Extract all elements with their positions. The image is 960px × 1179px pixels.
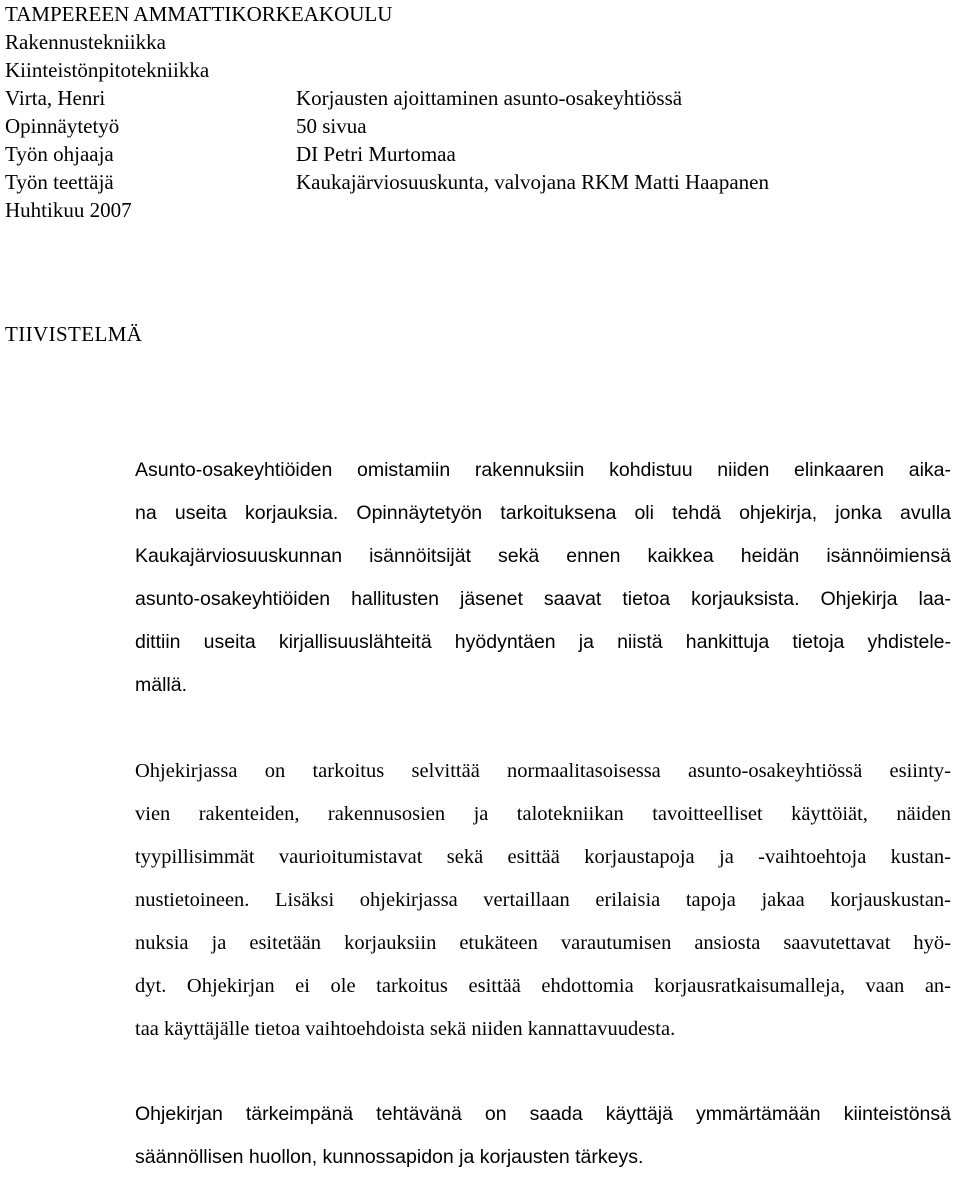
text-line: tyypillisimmät vaurioitumistavat sekä esittää korjaustapoja ja -vaihtoehtoja kustan-	[135, 846, 951, 868]
text-line: säännöllisen huollon, kunnossapidon ja korjausten tärkeys.	[135, 1146, 644, 1168]
text-line: dittiin useita kirjallisuuslähteitä hyödyntäen ja niistä hankittuja tietoja yhdistele-	[135, 631, 951, 653]
abstract-paragraph-2	[135, 750, 951, 1051]
abstract-paragraph-1	[135, 449, 951, 707]
supervisor-label: Työn ohjaaja	[5, 142, 114, 166]
thesis-type-label: Opinnäytetyö	[5, 114, 120, 138]
author-name: Virta, Henri	[5, 86, 106, 110]
commissioner-label: Työn teettäjä	[5, 170, 114, 194]
text-line: asunto-osakeyhtiöiden hallitusten jäsenet saavat tietoa korjauksista. Ohjekirja laa-	[135, 588, 951, 610]
institution-name: TAMPEREEN AMMATTIKORKEAKOULU	[5, 2, 393, 26]
page-count: 50 sivua	[296, 114, 367, 138]
supervisor-row	[5, 140, 769, 168]
thesis-title: Korjausten ajoittaminen asunto-osakeyhtiössä	[296, 86, 683, 110]
text-line: nuksia ja esitetään korjauksiin etukäteen varautumisen ansiosta saavutettavat hyö-	[135, 932, 951, 954]
author-row	[5, 84, 769, 112]
supervisor-name: DI Petri Murtomaa	[296, 142, 456, 166]
text-line: dyt. Ohjekirjan ei ole tarkoitus esittää ehdottomia korjausratkaisumalleja, vaan an-	[135, 975, 951, 997]
abstract-title: TIIVISTELMÄ	[5, 322, 143, 346]
text-line: taa käyttäjälle tietoa vaihtoehdoista sekä niiden kannattavuudesta.	[135, 1018, 676, 1040]
document-header	[5, 0, 769, 224]
commissioner-name: Kaukajärviosuuskunta, valvojana RKM Matti Haapanen	[296, 170, 769, 194]
specialisation: Kiinteistönpitotekniikka	[5, 58, 210, 82]
text-line: Ohjekirjan tärkeimpänä tehtävänä on saada käyttäjä ymmärtämään kiinteistönsä	[135, 1103, 951, 1125]
text-line: Ohjekirjassa on tarkoitus selvittää normaalitasoisessa asunto-osakeyhtiössä esiinty-	[135, 760, 951, 782]
commissioner-row	[5, 168, 769, 196]
degree-programme: Rakennustekniikka	[5, 30, 166, 54]
text-line: Kaukajärviosuuskunnan isännöitsijät sekä ennen kaikkea heidän isännöimiensä	[135, 545, 951, 567]
abstract-paragraph-3	[135, 1093, 951, 1179]
text-line: na useita korjauksia. Opinnäytetyön tarkoituksena oli tehdä ohjekirja, jonka avulla	[135, 502, 951, 524]
text-line: Asunto-osakeyhtiöiden omistamiin rakennuksiin kohdistuu niiden elinkaaren aika-	[135, 459, 951, 481]
thesis-type-row	[5, 112, 769, 140]
publication-date: Huhtikuu 2007	[5, 198, 132, 222]
text-line: mällä.	[135, 674, 188, 696]
text-line: vien rakenteiden, rakennusosien ja talotekniikan tavoitteelliset käyttöiät, näiden	[135, 803, 951, 825]
text-line: nustietoineen. Lisäksi ohjekirjassa vertaillaan erilaisia tapoja jakaa korjauskustan-	[135, 889, 951, 911]
